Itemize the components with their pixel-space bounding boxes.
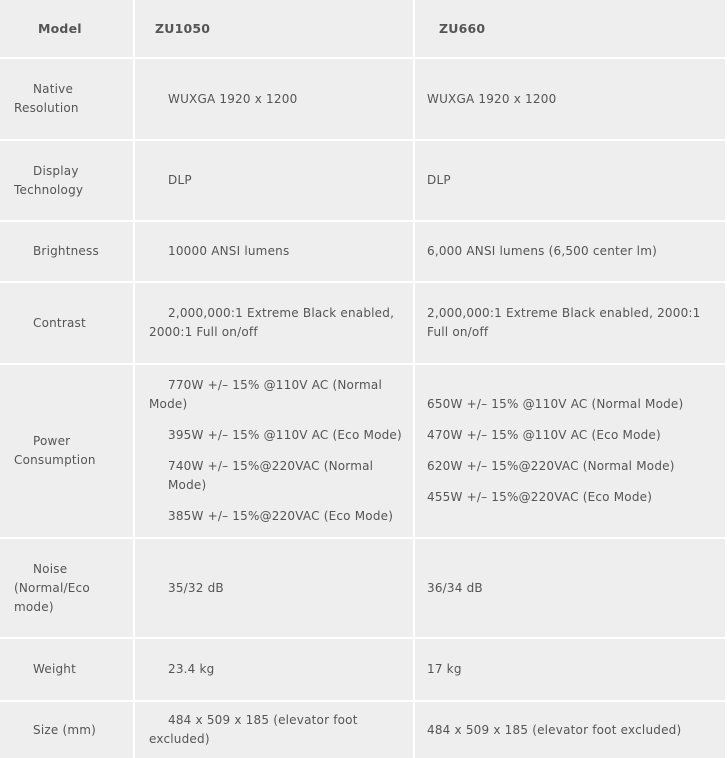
row-label-line: Power: [33, 434, 71, 448]
value-text: 770W +/– 15% @110V AC (Normal Mode): [149, 378, 383, 411]
value-text: 650W +/– 15% @110V AC (Normal Mode): [427, 397, 684, 411]
value-text: 2,000,000:1 Extreme Black enabled, 2000:1 Full on/off: [149, 306, 395, 339]
value-text: 385W +/– 15%@220VAC (Eco Mode): [168, 509, 394, 523]
table-row: [0, 59, 727, 139]
zu1050-value: [135, 141, 413, 220]
zu660-value: [415, 222, 725, 281]
zu1050-value: [135, 539, 413, 637]
header-model-label: Model: [38, 21, 82, 36]
zu1050-value: [135, 365, 413, 537]
header-zu660: [415, 0, 725, 57]
row-label: [0, 702, 133, 758]
row-label-line: Display: [33, 163, 79, 178]
zu1050-value: [135, 702, 413, 758]
row-label-line: Consumption: [14, 453, 96, 467]
table-row: [0, 702, 727, 758]
value-text: 455W +/– 15%@220VAC (Eco Mode): [427, 490, 653, 504]
value-text: WUXGA 1920 x 1200: [168, 91, 298, 106]
row-label: [0, 141, 133, 220]
value-text: 10000 ANSI lumens: [168, 244, 290, 258]
row-label-line: Contrast: [33, 315, 86, 330]
row-label: [0, 283, 133, 363]
zu660-value: [415, 702, 725, 758]
table-row: [0, 222, 727, 281]
value-text: 2,000,000:1 Extreme Black enabled, 2000:1 Full on/off: [427, 306, 701, 339]
value-text: WUXGA 1920 x 1200: [427, 91, 557, 106]
row-label: [0, 365, 133, 537]
table-row: [0, 365, 727, 537]
row-label-line: (Normal/Eco: [14, 580, 90, 595]
row-label-line: Technology: [14, 182, 84, 197]
zu1050-value: [135, 283, 413, 363]
row-label-line: Noise: [33, 561, 68, 576]
row-label-line: Resolution: [14, 101, 79, 115]
value-text: 484 x 509 x 185 (elevator foot excluded): [427, 722, 682, 737]
value-text: 395W +/– 15% @110V AC (Eco Mode): [168, 428, 402, 442]
row-label: [0, 639, 133, 700]
table-header-row: [0, 0, 727, 57]
value-text: DLP: [427, 173, 451, 187]
zu1050-value: [135, 59, 413, 139]
value-text: 36/34 dB: [427, 580, 483, 595]
value-text: 740W +/– 15%@220VAC (Normal Mode): [168, 459, 374, 492]
table-row: [0, 639, 727, 700]
header-model: [0, 0, 133, 57]
header-zu1050: [135, 0, 413, 57]
zu660-value: [415, 539, 725, 637]
row-label-line: Size (mm): [33, 722, 96, 737]
value-text: 484 x 509 x 185 (elevator foot excluded): [149, 713, 358, 746]
zu660-value: [415, 639, 725, 700]
header-zu1050-label: ZU1050: [155, 21, 211, 36]
zu1050-value: [135, 639, 413, 700]
value-text: 35/32 dB: [168, 580, 224, 595]
zu660-value: [415, 141, 725, 220]
value-text: 620W +/– 15%@220VAC (Normal Mode): [427, 459, 675, 473]
row-label-line: Weight: [33, 662, 77, 676]
table-row: [0, 539, 727, 637]
row-label: [0, 222, 133, 281]
row-label-line: Brightness: [33, 244, 99, 258]
table-row: [0, 141, 727, 220]
header-zu660-label: ZU660: [439, 21, 486, 36]
zu660-value: [415, 365, 725, 537]
value-text: 23.4 kg: [168, 662, 215, 676]
row-label-line: mode): [14, 599, 54, 614]
row-label: [0, 59, 133, 139]
zu660-value: [415, 283, 725, 363]
zu660-value: [415, 59, 725, 139]
row-label-line: Native: [33, 82, 74, 96]
zu1050-value: [135, 222, 413, 281]
row-label: [0, 539, 133, 637]
value-text: 470W +/– 15% @110V AC (Eco Mode): [427, 428, 661, 442]
value-text: 6,000 ANSI lumens (6,500 center lm): [427, 244, 657, 258]
value-text: 17 kg: [427, 662, 462, 676]
table-row: [0, 283, 727, 363]
value-text: DLP: [168, 173, 192, 187]
